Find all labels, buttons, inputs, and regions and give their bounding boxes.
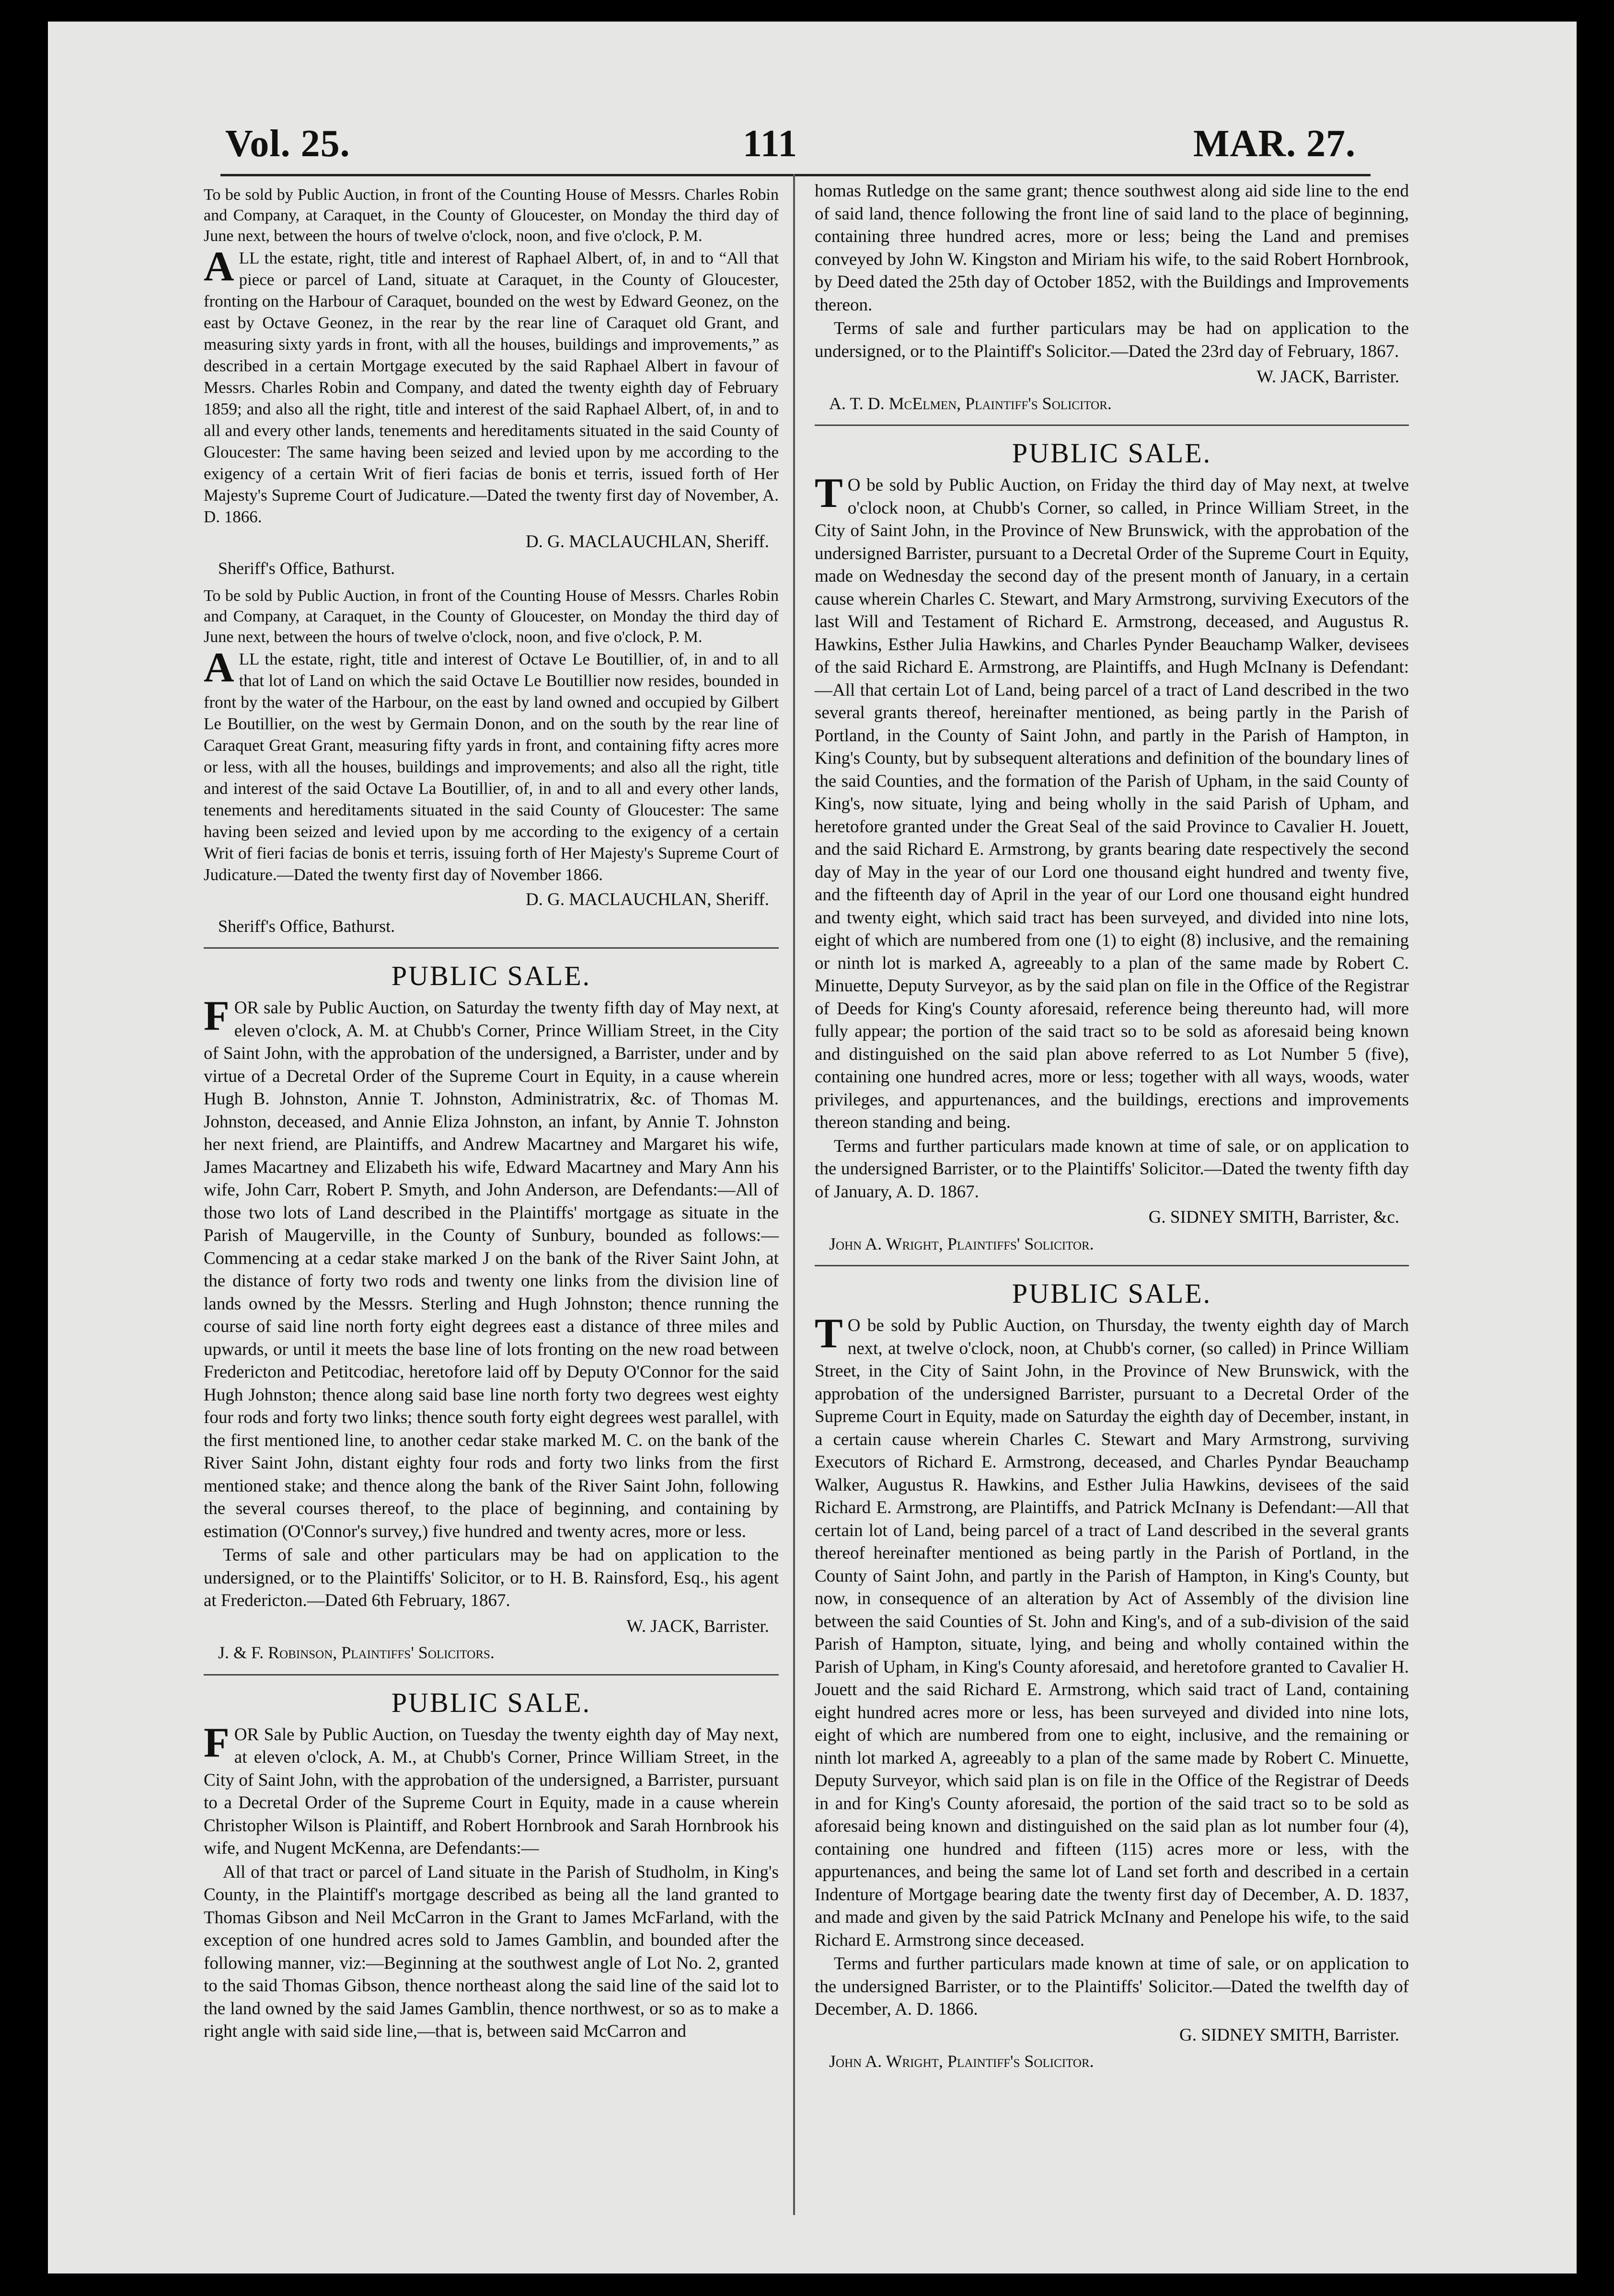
- volume-number: Vol. 25.: [225, 123, 350, 165]
- notice-office: Sheriff's Office, Bathurst.: [218, 558, 395, 578]
- notice-hornbrook-continued: [815, 180, 1409, 415]
- page-number: 111: [743, 123, 798, 165]
- notice-body: OR sale by Public Auction, on Saturday the twenty fifth day of May next, at eleven o'clock, A. M. at Chubb's Corner, Prince William Street, in the City of Saint John, with the approbation of the undersigned, a Barrister, under and by virtue of a Decretal Order of the Supreme Court in Equity, in a cause wherein Hugh B. Johnston, Annie T. Johnston, Administratrix, &c. of Thomas M. Johnston, deceased, and Annie Eliza Johnston, an infant, by Annie T. Johnston her next friend, are Plaintiffs, and Andrew Macartney and Margaret his wife, James Macartney and Elizabeth his wife, Edward Macartney and Mary Ann his wife, John Carr, Robert P. Smyth, and John Anderson, are Defendants:—All of those two lots of Land described in the Plaintiffs' mortgage as situate in the Parish of Maugerville, in the County of Sunbury, bounded as follows:—Commencing at a cedar stake marked J on the bank of the River Saint John, at the distance of forty two rods and twenty one links from the division line of lands owned by the Messrs. Sterling and Hugh Johnston; thence running the course of said line north forty eight degrees east a distance of three miles and upwards, or until it meets the base line of lots fronting on the new road between Fredericton and Petitcodiac, heretofore laid off by Deputy O'Connor for the said Hugh Johnston; thence along said base line north forty two degrees west eighty four rods and forty two links; thence south forty eight degrees west parallel, with the first mentioned line, to another cedar stake marked M. C. on the bank of the River Saint John, distant eighty four rods and forty two links from the first mentioned stake; and thence along the bank of the River Saint John, following the several courses thereof, to the place of beginning, and containing by estimation (O'Connor's survey,) five hundred and twenty acres, more or less.: [204, 998, 779, 1541]
- notice-signature: W. JACK, Barrister.: [626, 1616, 769, 1636]
- notice-divider: [815, 425, 1409, 426]
- notice-body: LL the estate, right, title and interest of Octave Le Boutillier, of, in and to all that lot of Land on which the said Octave Le Boutillier now resides, bounded in front by the water of the Harbour, on the east by land owned and occupied by Gilbert Le Boutillier, on the west by Germain Donon, and on the south by the rear line of Caraquet Great Grant, measuring fifty yards in front, and containing fifty acres more or less, with all the houses, buildings and improvements; and also all the right, title and interest of the said Octave La Boutillier, of, in and to all and every other lands, tenements and hereditaments situated in the said County of Gloucester: The same having been seized and levied upon by me according to the exigency of a certain Writ of fieri facias de bonis et terris, issuing forth of Her Majesty's Supreme Court of Judicature.—Dated the twenty first day of November 1866.: [204, 650, 779, 884]
- notice-hornbrook: [204, 1688, 779, 2043]
- issue-date: MAR. 27.: [1193, 123, 1356, 165]
- notice-johnston: [204, 961, 779, 1665]
- notice-intro: To be sold by Public Auction, in front of the Counting House of Messrs. Charles Robin and Company, at Caraquet, in the County of Gloucester, on Monday the third day of June next, between the hours of twelve o'clock, noon, and five o'clock, P. M.: [204, 587, 779, 646]
- notice-armstrong-lot4: [815, 1279, 1409, 2073]
- notice-body: LL the estate, right, title and interest of Raphael Albert, of, in and to “All that piece or parcel of Land, situate at Caraquet, in the County of Gloucester, fronting on the Harbour of Caraquet, bounded on the west by Edward Geonez, on the east by Octave Geonez, in the rear by the rear line of Caraquet old Grant, and measuring sixty yards in front, with all the houses, buildings and improvements,” as described in a certain Mortgage executed by the said Raphael Albert in favour of Messrs. Charles Robin and Company, and dated the twenty eighth day of February 1859; and also all the right, title and interest of the said Raphael Albert, of, in and to all and every other lands, tenements and hereditaments situated in the said County of Gloucester: The same having been seized and levied upon by me according to the exigency of a certain Writ of fieri facias de bonis et terris, issued forth of Her Majesty's Supreme Court of Judicature.—Dated the twenty first day of November, A. D. 1866.: [204, 249, 779, 526]
- newspaper-page: [48, 22, 1577, 2273]
- drop-cap: F: [204, 993, 230, 1039]
- notice-title: PUBLIC SALE.: [391, 1687, 591, 1718]
- header-rule: [220, 174, 1371, 176]
- notice-title: PUBLIC SALE.: [1012, 437, 1212, 469]
- page-header: [48, 22, 1577, 165]
- notice-divider: [815, 1265, 1409, 1266]
- notice-solicitor: J. & F. Robinson, Plaintiffs' Solicitors.: [218, 1643, 495, 1662]
- notice-signature: G. SIDNEY SMITH, Barrister.: [1179, 2025, 1399, 2045]
- notice-signature: G. SIDNEY SMITH, Barrister, &c.: [1148, 1207, 1399, 1227]
- notice-body: homas Rutledge on the same grant; thence southwest along aid side line to the end of said land, thence following the front line of said land to the place of beginning, containing three hundred acres, more or less; being the Land and premises conveyed by John W. Kingston and Miriam his wife, to the said Robert Hornbrook, by Deed dated the 25th day of October 1852, with the Buildings and Improvements thereon.: [815, 181, 1409, 315]
- column-divider: [793, 174, 795, 2215]
- notice-divider: [204, 1674, 779, 1676]
- notice-title: PUBLIC SALE.: [391, 960, 591, 991]
- notice-le-boutillier: [204, 585, 779, 938]
- notice-terms: Terms of sale and other particulars may be had on application to the undersigned, or to the Plaintiffs' Solicitor, or to H. B. Rainsford, Esq., his agent at Fredericton.—Dated 6th February, 1867.: [204, 1545, 779, 1610]
- notice-body: O be sold by Public Auction, on Friday the third day of May next, at twelve o'clock noon, at Chubb's Corner, so called, in Prince William Street, in the City of Saint John, in the Province of New Brunswick, with the approbation of the undersigned Barrister, pursuant to a Decretal Order of the Supreme Court in Equity, made on Wednesday the second day of the present month of January, in a certain cause wherein Charles C. Stewart, and Mary Armstrong, surviving Executors of the last Will and Testament of Richard E. Armstrong, deceased, and Augustus R. Hawkins, Esther Julia Hawkins, and Charles Pynder Beauchamp Walker, devisees of the said Richard E. Armstrong, are Plaintiffs, and Hugh McInany is Defendant:—All that certain Lot of Land, being parcel of a tract of Land described in the two several grants thereof, hereinafter mentioned, as being partly in the Parish of Portland, in the County of Saint John, and partly in the Parish of Hampton, in King's County, but by subsequent alterations and definition of the boundary lines of the said Counties, and the formation of the Parish of Upham, in the said County of King's, now situate, lying and being wholly in the said Parish of Upham, and heretofore granted under the Great Seal of the said Province to Cavalier H. Jouett, and the said Richard E. Armstrong, by grants bearing date respectively the second day of May in the year of our Lord one thousand eight hundred and twenty five, and the fifteenth day of April in the year of our Lord one thousand eight hundred and twenty eight, which said tract has been surveyed, and divided into nine lots, eight of which are numbered from one (1) to eight (8) inclusive, and the remaining or ninth lot is marked A, agreeably to a plan of the same made by Robert C. Minuette, Deputy Surveyor, as by the said plan on file in the Office of the Registrar of Deeds for King's County aforesaid, reference being thereunto had, will more fully appear; the portion of the said tract so to be sold as aforesaid being known and distinguished on the said plan above referred to as Lot Number 5 (five), containing one hundred acres, more or less; together with all ways, woods, water privileges, and appurtenances, and the buildings, erections and improvements thereon standing and being.: [815, 475, 1409, 1132]
- left-column: [204, 184, 779, 2044]
- notice-terms: Terms and further particulars made known at time of sale, or on application to the undersigned Barrister, or to the Plaintiffs' Solicitor.—Dated the twenty fifth day of January, A. D. 1867.: [815, 1136, 1409, 1202]
- drop-cap: A: [204, 644, 234, 691]
- notice-intro: To be sold by Public Auction, in front of the Counting House of Messrs. Charles Robin and Company, at Caraquet, in the County of Gloucester, on Monday the third day of June next, between the hours of twelve o'clock, noon, and five o'clock, P. M.: [204, 186, 779, 245]
- right-column: [815, 180, 1409, 2079]
- notice-terms: Terms and further particulars made known at time of sale, or on application to the undersigned Barrister, or to the Plaintiffs' Solicitor.—Dated the twelfth day of December, A. D. 1866.: [815, 1954, 1409, 2019]
- drop-cap: T: [815, 1310, 843, 1357]
- notice-body: OR Sale by Public Auction, on Tuesday the twenty eighth day of May next, at eleven o'clock, A. M., at Chubb's Corner, Prince William Street, in the City of Saint John, with the approbation of the undersigned, a Barrister, pursuant to a Decretal Order of the Supreme Court in Equity, made in a cause wherein Christopher Wilson is Plaintiff, and Robert Hornbrook and Sarah Hornbrook his wife, and Nugent McKenna, are Defendants:—: [204, 1724, 779, 1858]
- drop-cap: F: [204, 1719, 230, 1766]
- notice-signature: D. G. MACLAUCHLAN, Sheriff.: [525, 890, 769, 909]
- notice-title: PUBLIC SALE.: [1012, 1278, 1212, 1309]
- notice-solicitor: John A. Wright, Plaintiff's Solicitor.: [829, 2052, 1094, 2071]
- notice-terms: Terms of sale and further particulars may be had on application to the undersigned, or to the Plaintiff's Solicitor.—Dated the 23rd day of February, 1867.: [815, 319, 1409, 361]
- notice-body: O be sold by Public Auction, on Thursday, the twenty eighth day of March next, at twelve o'clock, noon, at Chubb's corner, (so called) in Prince William Street, in the City of Saint John, in the Province of New Brunswick, with the approbation of the undersigned Barrister, pursuant to a Decretal Order of the Supreme Court in Equity, made on Saturday the eighth day of December, instant, in a certain cause wherein Charles C. Stewart and Mary Armstrong, surviving Executors of Richard E. Armstrong, deceased, and Charles Pyndar Beauchamp Walker, Augustus R. Hawkins, and Esther Julia Hawkins, devisees of the said Richard E. Armstrong, are Plaintiffs, and Patrick McInany is Defendant:—All that certain lot of Land, being parcel of a tract of Land described in the several grants thereof hereinafter mentioned as being partly in the Parish of Portland, in the County of Saint John, and partly in the Parish of Hampton, in King's County, but now, in consequence of an alteration by Act of Assembly of the division line between the said Counties of St. John and King's, and of a sub-division of the said Parish of Hampton, situate, lying, and being and wholly contained within the Parish of Upham, in King's County aforesaid, and heretofore granted to Cavalier H. Jouett and the said Richard E. Armstrong, which said tract of Land, containing eight hundred acres more or less, has been surveyed and divided into nine lots, eight of which are numbered from one to eight, inclusive, and the remaining or ninth lot marked A, agreeably to a plan of the same made by Robert C. Minuette, Deputy Surveyor, which said plan is on file in the Office of the Registrar of Deeds in and for King's County aforesaid, the portion of the said tract so to be sold as aforesaid being known and distinguished on the said plan as lot number four (4), containing one hundred and fifteen (115) acres more or less, with the appurtenances, and being the same lot of Land set forth and described in a certain Indenture of Mortgage bearing date the twenty first day of December, A. D. 1837, and made and given by the said Patrick McInany and Penelope his wife, to the said Richard E. Armstrong since deceased.: [815, 1316, 1409, 1950]
- notice-body-continued: All of that tract or parcel of Land situate in the Parish of Studholm, in King's County, in the Plaintiff's mortgage described as being all the land granted to Thomas Gibson and Neil McCarron in the Grant to James McFarland, with the exception of one hundred acres sold to James Gamblin, and bounded after the following manner, viz:—Beginning at the southwest angle of Lot No. 2, granted to the said Thomas Gibson, thence northeast along the said line of the said lot to the land owned by the said James Gamblin, thence northwest, or so as to make a right angle with said side line,—that is, between said McCarron and: [204, 1862, 779, 2041]
- notice-office: Sheriff's Office, Bathurst.: [218, 916, 395, 936]
- notice-solicitor: A. T. D. McElmen, Plaintiff's Solicitor.: [829, 393, 1112, 413]
- drop-cap: T: [815, 470, 843, 517]
- drop-cap: A: [204, 243, 234, 290]
- notice-signature: W. JACK, Barrister.: [1257, 367, 1399, 387]
- notice-signature: D. G. MACLAUCHLAN, Sheriff.: [525, 532, 769, 551]
- notice-albert: [204, 184, 779, 580]
- notice-armstrong-lot5: [815, 438, 1409, 1255]
- notice-divider: [204, 947, 779, 949]
- notice-solicitor: John A. Wright, Plaintiffs' Solicitor.: [829, 1234, 1094, 1253]
